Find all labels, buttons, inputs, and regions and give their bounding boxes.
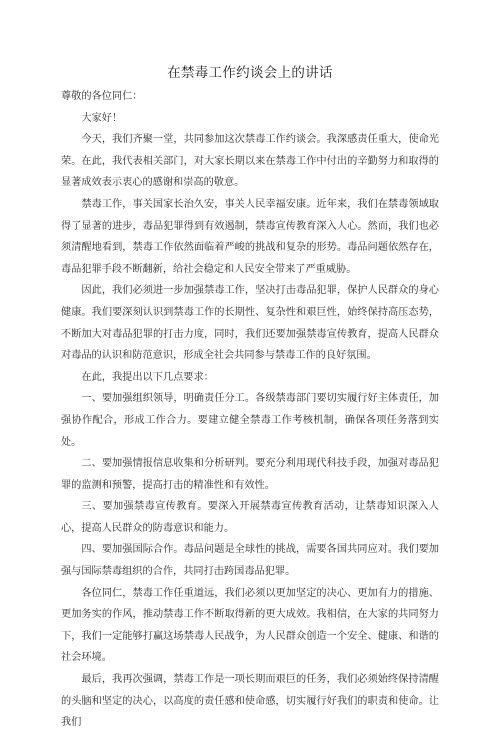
paragraph-closing: 最后，我再次强调，禁毒工作是一项长期而艰巨的任务，我们必须始终保持清醒的头脑和坚定的决心，以高度的责任感和使命感，切实履行好我们的职责和使命。让我们 — [61, 674, 439, 729]
paragraph-requirement-1: 一、要加强组织领导，明确责任分工。各级禁毒部门要切实履行好主体责任，加强协作配合，形成工作合力。要建立健全禁毒工作考核机制，确保各项任务落到实处。 — [61, 393, 439, 448]
paragraph-opening: 今天，我们齐聚一堂，共同参加这次禁毒工作约谈会。我深感责任重大，使命光荣。在此，我代表相关部门，对大家长期以来在禁毒工作中付出的辛勤努力和取得的显著成效表示衷心的感谢和崇高的敬意。 — [61, 134, 439, 189]
salutation: 尊敬的各位同仁： — [61, 91, 143, 102]
paragraph-colleagues: 各位同仁，禁毒工作任重道远，我们必须以更加坚定的决心、更加有力的措施、更加务实的作风，推动禁毒工作不断取得新的更大成效。我相信，在大家的共同努力下，我们一定能够打赢这场禁毒人民战争，为人民群众创造一个安全、健康、和谐的社会环境。 — [61, 587, 439, 664]
paragraph-greeting: 大家好！ — [81, 112, 123, 124]
page-title: 在禁毒工作约谈会上的讲话 — [167, 65, 333, 81]
paragraph-requirement-3: 三、要加强禁毒宣传教育。要深入开展禁毒宣传教育活动，让禁毒知识深入人心，提高人民群众的防毒意识和能力。 — [61, 501, 439, 534]
paragraph-requirements-intro: 在此，我提出以下几点要求： — [81, 371, 214, 383]
paragraph-strengthen: 因此，我们必须进一步加强禁毒工作，坚决打击毒品犯罪，保护人民群众的身心健康。我们要深刻认识到禁毒工作的长期性、复杂性和艰巨性，始终保持高压态势，不断加大对毒品犯罪的打击力度，同时，我们还要加强禁毒宣传教育，提高人民群众对毒品的认识和防范意识，形成全社会共同参与禁毒工作的良好氛围。 — [61, 285, 439, 362]
document-body — [61, 86, 439, 734]
paragraph-requirement-2: 二、要加强情报信息收集和分析研判。要充分利用现代科技手段，加强对毒品犯罪的监测和预警，提高打击的精准性和有效性。 — [61, 458, 439, 491]
paragraph-situation: 禁毒工作，事关国家长治久安，事关人民幸福安康。近年来，我们在禁毒领域取得了显著的进步，毒品犯罪得到有效遏制，禁毒宣传教育深入人心。然而，我们也必须清醒地看到，禁毒工作依然面临着严峻的挑战和复杂的形势。毒品问题依然存在，毒品犯罪手段不断翻新，给社会稳定和人民安全带来了严重威胁。 — [61, 198, 439, 275]
paragraph-requirement-4: 四、要加强国际合作。毒品问题是全球性的挑战，需要各国共同应对。我们要加强与国际禁毒组织的合作，共同打击跨国毒品犯罪。 — [61, 544, 439, 578]
